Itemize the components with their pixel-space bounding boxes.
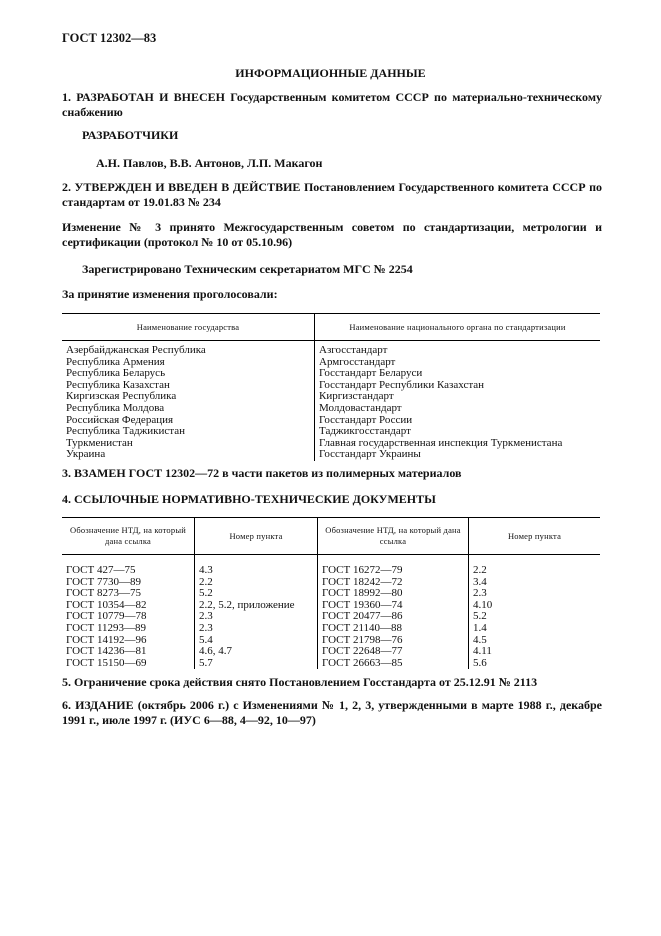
ref-clause: 2.3 xyxy=(195,623,318,635)
standards-body: Киргизстандарт xyxy=(315,391,601,403)
votes-header-state: Наименование государства xyxy=(62,314,315,341)
item-4: 4. ССЫЛОЧНЫЕ НОРМАТИВНО-ТЕХНИЧЕСКИЕ ДОКУМЕНТЫ xyxy=(62,492,436,506)
standards-body: Госстандарт России xyxy=(315,415,601,427)
state-name: Республика Молдова xyxy=(66,401,165,414)
ref-clause: 4.6, 4.7 xyxy=(195,646,318,658)
ref-clause: 5.7 xyxy=(195,658,318,670)
ref-clause: 2.2, 5.2, приложение xyxy=(195,600,318,612)
ref-doc: ГОСТ 18242—72 xyxy=(318,577,469,589)
developers-label: РАЗРАБОТЧИКИ xyxy=(82,128,179,142)
votes-row xyxy=(62,341,600,357)
ref-doc: ГОСТ 22648—77 xyxy=(318,646,469,658)
ref-doc: ГОСТ 15150—69 xyxy=(66,656,147,669)
refs-table xyxy=(62,517,600,669)
ref-clause: 2.2 xyxy=(469,555,601,577)
ref-doc: ГОСТ 14192—96 xyxy=(66,633,147,646)
ref-clause: 1.4 xyxy=(469,623,601,635)
ref-doc: ГОСТ 10779—78 xyxy=(66,610,147,623)
refs-header-clause-1: Номер пункта xyxy=(195,518,318,555)
ref-doc: ГОСТ 10354—82 xyxy=(66,598,147,611)
ref-doc: ГОСТ 20477—86 xyxy=(318,611,469,623)
change-3: Изменение № 3 принято Межгосударственным советом по стандартизации, метрологии и сертификации (протокол № 10 от 05.10.96) xyxy=(62,220,602,249)
standards-body: Госстандарт Украины xyxy=(315,449,601,461)
standards-body: Армгосстандарт xyxy=(315,357,601,369)
ref-clause: 5.4 xyxy=(195,635,318,647)
ref-doc: ГОСТ 16272—79 xyxy=(318,555,469,577)
ref-clause: 4.3 xyxy=(195,555,318,577)
state-name: Туркменистан xyxy=(66,436,133,449)
ref-doc: ГОСТ 427—75 xyxy=(66,564,136,576)
ref-doc: ГОСТ 26663—85 xyxy=(318,658,469,670)
item-6: 6. ИЗДАНИЕ (октябрь 2006 г.) с Изменениями № 1, 2, 3, утвержденными в марте 1988 г., декабре 1991 г., июле 1997 г. (ИУС 6—88, 4—92, 10—97) xyxy=(62,698,602,727)
ref-clause: 2.2 xyxy=(195,577,318,589)
doc-header: ГОСТ 12302—83 xyxy=(62,31,157,45)
ref-clause: 4.10 xyxy=(469,600,601,612)
standards-body: Азгосстандарт xyxy=(315,341,601,357)
ref-doc: ГОСТ 21140—88 xyxy=(318,623,469,635)
standards-body: Таджикгосстандарт xyxy=(315,426,601,438)
standards-body: Молдовастандарт xyxy=(315,403,601,415)
ref-doc: ГОСТ 8273—75 xyxy=(66,587,141,600)
ref-clause: 5.2 xyxy=(469,611,601,623)
state-name: Республика Таджикистан xyxy=(66,425,185,438)
votes-table xyxy=(62,313,600,461)
refs-row xyxy=(62,646,600,658)
state-name: Киргизская Республика xyxy=(66,390,177,403)
ref-doc: ГОСТ 14236—81 xyxy=(66,645,147,658)
ref-clause: 4.11 xyxy=(469,646,601,658)
standards-body: Госстандарт Беларуси xyxy=(315,368,601,380)
state-name: Азербайджанская Республика xyxy=(66,344,206,356)
refs-header-clause-2: Номер пункта xyxy=(469,518,601,555)
ref-doc: ГОСТ 19360—74 xyxy=(318,600,469,612)
ref-doc: ГОСТ 7730—89 xyxy=(66,575,141,588)
state-name: Республика Беларусь xyxy=(66,367,166,380)
state-name: Украина xyxy=(66,448,106,461)
ref-doc: ГОСТ 18992—80 xyxy=(318,588,469,600)
ref-doc: ГОСТ 21798—76 xyxy=(318,635,469,647)
ref-clause: 5.6 xyxy=(469,658,601,670)
section-title: ИНФОРМАЦИОННЫЕ ДАННЫЕ xyxy=(235,66,426,80)
registered: Зарегистрировано Техническим секретариатом МГС № 2254 xyxy=(82,262,413,276)
votes-row xyxy=(62,403,600,415)
state-name: Республика Армения xyxy=(66,355,165,368)
item-3: 3. ВЗАМЕН ГОСТ 12302—72 в части пакетов из полимерных материалов xyxy=(62,466,462,480)
state-name: Республика Казахстан xyxy=(66,378,170,391)
item-2: 2. УТВЕРЖДЕН И ВВЕДЕН В ДЕЙСТВИЕ Постановлением Государственного комитета СССР по стандартам от 19.01.83 № 234 xyxy=(62,180,602,209)
votes-row xyxy=(62,449,600,461)
voted-label: За принятие изменения проголосовали: xyxy=(62,287,278,301)
item-1: 1. РАЗРАБОТАН И ВНЕСЕН Государственным комитетом СССР по материально-техническому снабжению xyxy=(62,90,602,119)
votes-row xyxy=(62,426,600,438)
votes-header-body: Наименование национального органа по стандартизации xyxy=(315,314,601,341)
refs-header-doc-2: Обозначение НТД, на который дана ссылка xyxy=(318,518,469,555)
ref-clause: 5.2 xyxy=(195,588,318,600)
ref-clause: 4.5 xyxy=(469,635,601,647)
refs-row xyxy=(62,658,600,670)
ref-clause: 2.3 xyxy=(195,611,318,623)
item-5: 5. Ограничение срока действия снято Постановлением Госстандарта от 25.12.91 № 2113 xyxy=(62,675,538,689)
standards-body: Госстандарт Республики Казахстан xyxy=(315,380,601,392)
ref-clause: 3.4 xyxy=(469,577,601,589)
refs-header-doc-1: Обозначение НТД, на который дана ссылка xyxy=(62,518,195,555)
state-name: Российская Федерация xyxy=(66,413,174,426)
ref-clause: 2.3 xyxy=(469,588,601,600)
refs-row xyxy=(62,555,600,577)
ref-doc: ГОСТ 11293—89 xyxy=(66,621,147,634)
developers: А.Н. Павлов, В.В. Антонов, Л.П. Макагон xyxy=(96,156,323,170)
refs-row xyxy=(62,623,600,635)
standards-body: Главная государственная инспекция Туркменистана xyxy=(315,438,601,450)
